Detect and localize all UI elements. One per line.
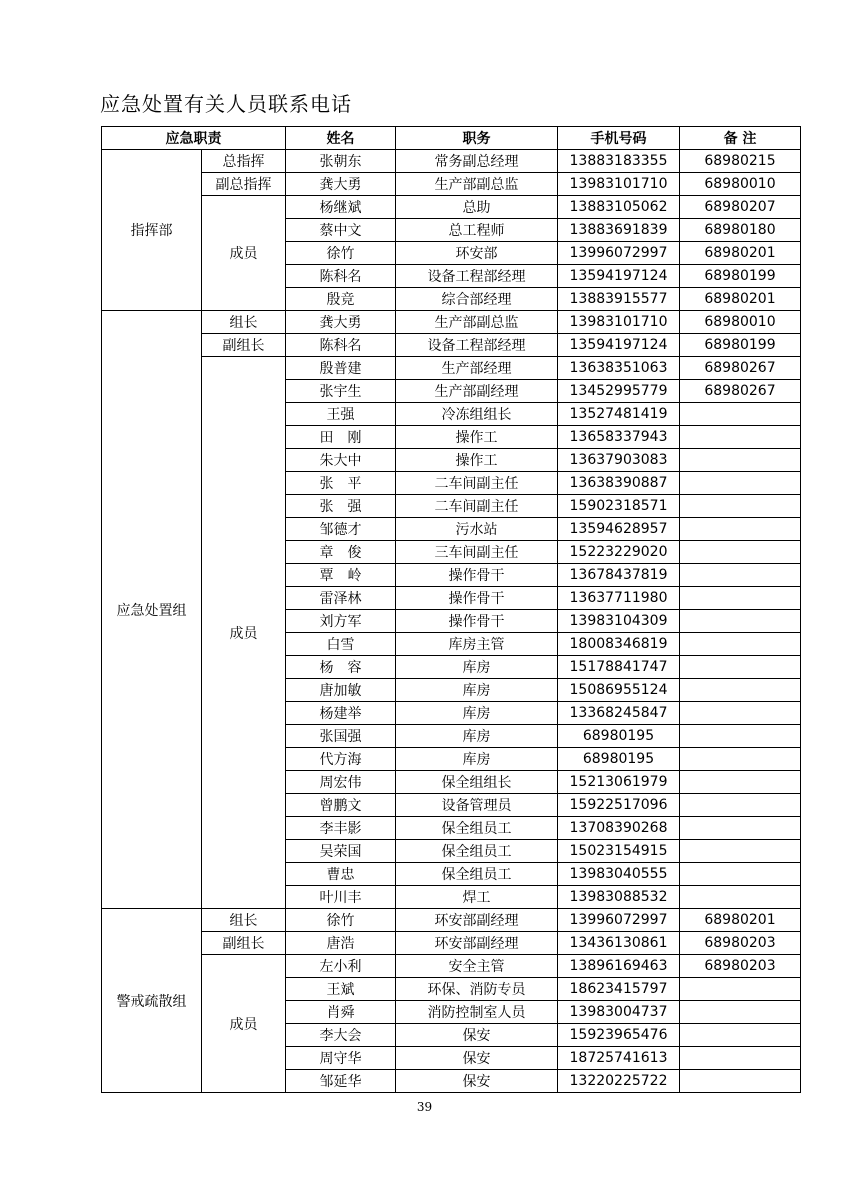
table-row bbox=[102, 334, 801, 357]
mobile-cell: 13594197124 bbox=[558, 334, 680, 357]
role-cell: 副组长 bbox=[202, 932, 286, 955]
note-cell bbox=[680, 725, 801, 748]
note-cell bbox=[680, 1001, 801, 1024]
note-cell: 68980203 bbox=[680, 955, 801, 978]
mobile-cell: 15178841747 bbox=[558, 656, 680, 679]
person-title-cell: 生产部副总监 bbox=[396, 311, 558, 334]
person-name-cell: 杨 容 bbox=[286, 656, 396, 679]
note-cell: 68980207 bbox=[680, 196, 801, 219]
note-cell bbox=[680, 702, 801, 725]
mobile-cell: 13637711980 bbox=[558, 587, 680, 610]
note-cell: 68980199 bbox=[680, 334, 801, 357]
table-row bbox=[102, 173, 801, 196]
note-cell bbox=[680, 840, 801, 863]
person-name-cell: 龚大勇 bbox=[286, 173, 396, 196]
person-name-cell: 蔡中文 bbox=[286, 219, 396, 242]
person-name-cell: 徐竹 bbox=[286, 909, 396, 932]
person-name-cell: 雷泽林 bbox=[286, 587, 396, 610]
person-name-cell: 吴荣国 bbox=[286, 840, 396, 863]
person-name-cell: 覃 岭 bbox=[286, 564, 396, 587]
person-name-cell: 白雪 bbox=[286, 633, 396, 656]
person-title-cell: 二车间副主任 bbox=[396, 495, 558, 518]
person-title-cell: 安全主管 bbox=[396, 955, 558, 978]
person-name-cell: 唐加敏 bbox=[286, 679, 396, 702]
note-cell: 68980215 bbox=[680, 150, 801, 173]
role-cell: 成员 bbox=[202, 196, 286, 311]
header-title: 职务 bbox=[396, 127, 558, 150]
role-cell: 成员 bbox=[202, 955, 286, 1093]
person-title-cell: 环安部副经理 bbox=[396, 932, 558, 955]
person-title-cell: 生产部副总监 bbox=[396, 173, 558, 196]
person-name-cell: 王强 bbox=[286, 403, 396, 426]
person-name-cell: 龚大勇 bbox=[286, 311, 396, 334]
note-cell bbox=[680, 1024, 801, 1047]
person-name-cell: 邹延华 bbox=[286, 1070, 396, 1093]
table-body bbox=[102, 150, 801, 1093]
mobile-cell: 13983088532 bbox=[558, 886, 680, 909]
person-title-cell: 二车间副主任 bbox=[396, 472, 558, 495]
person-title-cell: 保安 bbox=[396, 1024, 558, 1047]
person-title-cell: 环安部 bbox=[396, 242, 558, 265]
person-name-cell: 殷竞 bbox=[286, 288, 396, 311]
mobile-cell: 13983104309 bbox=[558, 610, 680, 633]
note-cell bbox=[680, 633, 801, 656]
person-name-cell: 邹德才 bbox=[286, 518, 396, 541]
mobile-cell: 13983004737 bbox=[558, 1001, 680, 1024]
note-cell: 68980199 bbox=[680, 265, 801, 288]
note-cell: 68980010 bbox=[680, 311, 801, 334]
mobile-cell: 13658337943 bbox=[558, 426, 680, 449]
note-cell: 68980180 bbox=[680, 219, 801, 242]
page-number: 39 bbox=[416, 1100, 433, 1114]
person-name-cell: 肖舜 bbox=[286, 1001, 396, 1024]
note-cell: 68980201 bbox=[680, 288, 801, 311]
person-name-cell: 刘方军 bbox=[286, 610, 396, 633]
person-title-cell: 操作工 bbox=[396, 426, 558, 449]
note-cell: 68980203 bbox=[680, 932, 801, 955]
mobile-cell: 13436130861 bbox=[558, 932, 680, 955]
person-name-cell: 杨继斌 bbox=[286, 196, 396, 219]
person-title-cell: 库房 bbox=[396, 702, 558, 725]
person-name-cell: 周守华 bbox=[286, 1047, 396, 1070]
person-title-cell: 综合部经理 bbox=[396, 288, 558, 311]
mobile-cell: 15922517096 bbox=[558, 794, 680, 817]
person-title-cell: 总工程师 bbox=[396, 219, 558, 242]
person-name-cell: 张宇生 bbox=[286, 380, 396, 403]
person-name-cell: 朱大中 bbox=[286, 449, 396, 472]
person-title-cell: 环安部副经理 bbox=[396, 909, 558, 932]
person-name-cell: 曹忠 bbox=[286, 863, 396, 886]
mobile-cell: 13983101710 bbox=[558, 311, 680, 334]
header-duty: 应急职责 bbox=[102, 127, 286, 150]
note-cell bbox=[680, 863, 801, 886]
mobile-cell: 68980195 bbox=[558, 725, 680, 748]
mobile-cell: 13883105062 bbox=[558, 196, 680, 219]
mobile-cell: 13996072997 bbox=[558, 242, 680, 265]
mobile-cell: 18623415797 bbox=[558, 978, 680, 1001]
mobile-cell: 15923965476 bbox=[558, 1024, 680, 1047]
table-row bbox=[102, 932, 801, 955]
note-cell: 68980267 bbox=[680, 357, 801, 380]
note-cell bbox=[680, 587, 801, 610]
mobile-cell: 13678437819 bbox=[558, 564, 680, 587]
note-cell bbox=[680, 1070, 801, 1093]
note-cell bbox=[680, 564, 801, 587]
person-title-cell: 操作骨干 bbox=[396, 587, 558, 610]
note-cell bbox=[680, 449, 801, 472]
note-cell bbox=[680, 518, 801, 541]
person-title-cell: 设备工程部经理 bbox=[396, 334, 558, 357]
note-cell bbox=[680, 978, 801, 1001]
mobile-cell: 13996072997 bbox=[558, 909, 680, 932]
mobile-cell: 13983101710 bbox=[558, 173, 680, 196]
person-title-cell: 设备管理员 bbox=[396, 794, 558, 817]
person-title-cell: 保全组组长 bbox=[396, 771, 558, 794]
mobile-cell: 18725741613 bbox=[558, 1047, 680, 1070]
person-name-cell: 徐竹 bbox=[286, 242, 396, 265]
mobile-cell: 15086955124 bbox=[558, 679, 680, 702]
note-cell bbox=[680, 771, 801, 794]
table-header-row bbox=[102, 127, 801, 150]
group-name-cell: 应急处置组 bbox=[102, 311, 202, 909]
person-title-cell: 保全组员工 bbox=[396, 840, 558, 863]
person-name-cell: 曾鹏文 bbox=[286, 794, 396, 817]
person-name-cell: 周宏伟 bbox=[286, 771, 396, 794]
mobile-cell: 13708390268 bbox=[558, 817, 680, 840]
mobile-cell: 13896169463 bbox=[558, 955, 680, 978]
mobile-cell: 13594197124 bbox=[558, 265, 680, 288]
note-cell: 68980201 bbox=[680, 242, 801, 265]
note-cell bbox=[680, 817, 801, 840]
group-name-cell: 警戒疏散组 bbox=[102, 909, 202, 1093]
mobile-cell: 13638351063 bbox=[558, 357, 680, 380]
person-title-cell: 库房主管 bbox=[396, 633, 558, 656]
person-name-cell: 田 刚 bbox=[286, 426, 396, 449]
mobile-cell: 15023154915 bbox=[558, 840, 680, 863]
person-name-cell: 左小利 bbox=[286, 955, 396, 978]
person-title-cell: 保全组员工 bbox=[396, 817, 558, 840]
header-name: 姓名 bbox=[286, 127, 396, 150]
role-cell: 组长 bbox=[202, 909, 286, 932]
role-cell: 成员 bbox=[202, 357, 286, 909]
person-title-cell: 消防控制室人员 bbox=[396, 1001, 558, 1024]
person-title-cell: 焊工 bbox=[396, 886, 558, 909]
header-mobile: 手机号码 bbox=[558, 127, 680, 150]
mobile-cell: 13638390887 bbox=[558, 472, 680, 495]
mobile-cell: 13594628957 bbox=[558, 518, 680, 541]
person-title-cell: 库房 bbox=[396, 725, 558, 748]
person-name-cell: 殷普建 bbox=[286, 357, 396, 380]
person-title-cell: 污水站 bbox=[396, 518, 558, 541]
note-cell bbox=[680, 794, 801, 817]
note-cell: 68980010 bbox=[680, 173, 801, 196]
person-title-cell: 库房 bbox=[396, 679, 558, 702]
mobile-cell: 13883183355 bbox=[558, 150, 680, 173]
person-title-cell: 操作工 bbox=[396, 449, 558, 472]
role-cell: 副组长 bbox=[202, 334, 286, 357]
mobile-cell: 15213061979 bbox=[558, 771, 680, 794]
person-name-cell: 陈科名 bbox=[286, 334, 396, 357]
person-name-cell: 唐浩 bbox=[286, 932, 396, 955]
contacts-table bbox=[101, 126, 801, 1093]
person-name-cell: 代方海 bbox=[286, 748, 396, 771]
person-title-cell: 操作骨干 bbox=[396, 564, 558, 587]
header-note: 备 注 bbox=[680, 127, 801, 150]
role-cell: 总指挥 bbox=[202, 150, 286, 173]
person-title-cell: 保安 bbox=[396, 1047, 558, 1070]
person-name-cell: 王斌 bbox=[286, 978, 396, 1001]
mobile-cell: 13983040555 bbox=[558, 863, 680, 886]
table-row bbox=[102, 909, 801, 932]
note-cell: 68980201 bbox=[680, 909, 801, 932]
note-cell bbox=[680, 426, 801, 449]
person-name-cell: 张朝东 bbox=[286, 150, 396, 173]
person-title-cell: 冷冻组组长 bbox=[396, 403, 558, 426]
person-title-cell: 保安 bbox=[396, 1070, 558, 1093]
person-title-cell: 生产部副经理 bbox=[396, 380, 558, 403]
person-title-cell: 库房 bbox=[396, 748, 558, 771]
note-cell: 68980267 bbox=[680, 380, 801, 403]
note-cell bbox=[680, 472, 801, 495]
person-name-cell: 李大会 bbox=[286, 1024, 396, 1047]
mobile-cell: 13452995779 bbox=[558, 380, 680, 403]
person-title-cell: 总助 bbox=[396, 196, 558, 219]
page-title: 应急处置有关人员联系电话 bbox=[100, 92, 352, 116]
mobile-cell: 13527481419 bbox=[558, 403, 680, 426]
note-cell bbox=[680, 403, 801, 426]
mobile-cell: 13637903083 bbox=[558, 449, 680, 472]
note-cell bbox=[680, 541, 801, 564]
mobile-cell: 13883691839 bbox=[558, 219, 680, 242]
person-title-cell: 生产部经理 bbox=[396, 357, 558, 380]
note-cell bbox=[680, 1047, 801, 1070]
person-title-cell: 保全组员工 bbox=[396, 863, 558, 886]
role-cell: 副总指挥 bbox=[202, 173, 286, 196]
person-title-cell: 设备工程部经理 bbox=[396, 265, 558, 288]
table-row bbox=[102, 196, 801, 219]
mobile-cell: 13368245847 bbox=[558, 702, 680, 725]
person-title-cell: 库房 bbox=[396, 656, 558, 679]
person-name-cell: 张国强 bbox=[286, 725, 396, 748]
table-row bbox=[102, 357, 801, 380]
note-cell bbox=[680, 748, 801, 771]
person-name-cell: 张 强 bbox=[286, 495, 396, 518]
table-row bbox=[102, 955, 801, 978]
person-name-cell: 章 俊 bbox=[286, 541, 396, 564]
mobile-cell: 13220225722 bbox=[558, 1070, 680, 1093]
person-title-cell: 常务副总经理 bbox=[396, 150, 558, 173]
person-name-cell: 杨建举 bbox=[286, 702, 396, 725]
person-title-cell: 操作骨干 bbox=[396, 610, 558, 633]
note-cell bbox=[680, 886, 801, 909]
person-name-cell: 张 平 bbox=[286, 472, 396, 495]
mobile-cell: 13883915577 bbox=[558, 288, 680, 311]
person-name-cell: 李丰影 bbox=[286, 817, 396, 840]
note-cell bbox=[680, 495, 801, 518]
person-title-cell: 环保、消防专员 bbox=[396, 978, 558, 1001]
group-name-cell: 指挥部 bbox=[102, 150, 202, 311]
mobile-cell: 68980195 bbox=[558, 748, 680, 771]
table-row bbox=[102, 150, 801, 173]
person-name-cell: 陈科名 bbox=[286, 265, 396, 288]
person-name-cell: 叶川丰 bbox=[286, 886, 396, 909]
table-row bbox=[102, 311, 801, 334]
person-title-cell: 三车间副主任 bbox=[396, 541, 558, 564]
mobile-cell: 15902318571 bbox=[558, 495, 680, 518]
mobile-cell: 18008346819 bbox=[558, 633, 680, 656]
mobile-cell: 15223229020 bbox=[558, 541, 680, 564]
note-cell bbox=[680, 656, 801, 679]
note-cell bbox=[680, 679, 801, 702]
role-cell: 组长 bbox=[202, 311, 286, 334]
note-cell bbox=[680, 610, 801, 633]
